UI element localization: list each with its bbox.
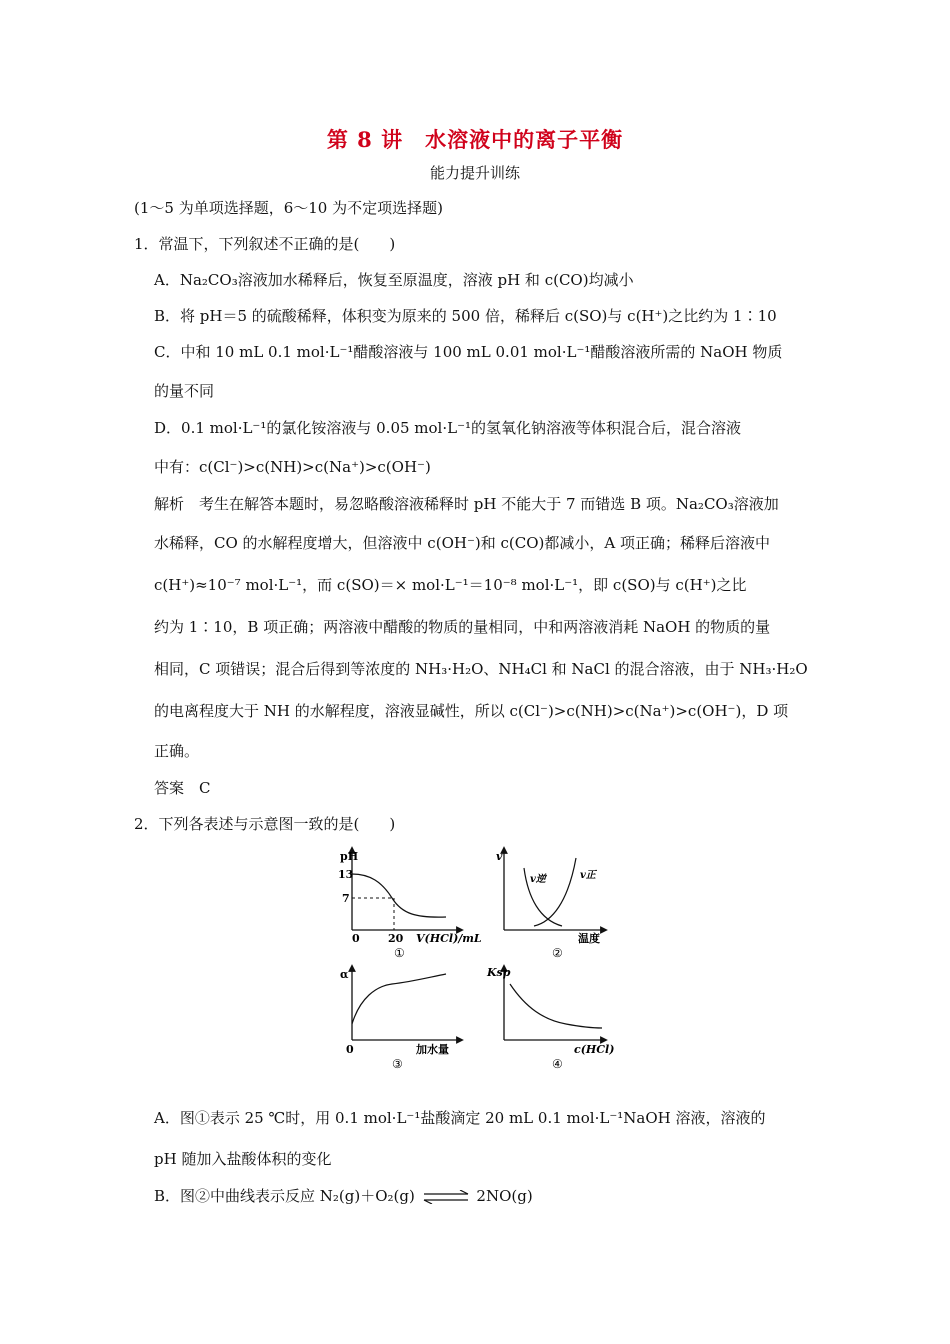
figure-1 (338, 850, 482, 960)
fig1-ylabel: pH (340, 850, 359, 863)
q1-option-d-cont: 中有：c(Cl⁻)>c(NH)>c(Na⁺)>c(OH⁻) (154, 458, 431, 476)
q2-option-b-product: 2NO(g) (476, 1187, 533, 1205)
curve-v-forward (534, 858, 576, 926)
fig3-number: ③ (392, 1057, 403, 1071)
fig1-tick-7: 7 (342, 892, 350, 905)
q2-option-a-cont: pH 随加入盐酸体积的变化 (154, 1150, 332, 1168)
fig3-tick-0: 0 (346, 1043, 354, 1056)
alpha-curve (352, 974, 446, 1024)
q1-option-b: B．将 pH＝5 的硫酸稀释，体积变为原来的 500 倍，稀释后 c(SO)与 c(H⁺)之比约为 1∶10 (154, 307, 777, 325)
fig1-number: ① (394, 946, 405, 960)
q1-option-c: C．中和 10 mL 0.1 mol·L⁻¹醋酸溶液与 100 mL 0.01 mol·L⁻¹醋酸溶液所需的 NaOH 物质 (154, 343, 783, 361)
q1-stem: 1．常温下，下列叙述不正确的是( ) (134, 235, 396, 253)
analysis-line: 解析 考生在解答本题时，易忽略酸溶液稀释时 pH 不能大于 7 而错选 B 项。Na₂CO₃溶液加 (154, 495, 779, 513)
figure-4 (486, 966, 614, 1071)
ph-curve (352, 874, 446, 917)
fig1-tick-20: 20 (388, 932, 404, 945)
fig1-tick-0: 0 (352, 932, 360, 945)
reversible-arrow-icon (422, 1190, 470, 1204)
figure-3 (340, 968, 460, 1071)
figure-group (330, 838, 620, 1078)
page-subtitle: 能力提升训练 (429, 164, 520, 182)
fig2-xlabel: 温度 (578, 932, 600, 945)
analysis-line: 相同，C 项错误；混合后得到等浓度的 NH₃·H₂O、NH₄Cl 和 NaCl 的混合溶液，由于 NH₃·H₂O (154, 660, 808, 678)
q2-stem: 2．下列各表述与示意图一致的是( ) (134, 815, 396, 833)
analysis-line: 约为 1∶10，B 项正确；两溶液中醋酸的物质的量相同，中和两溶液消耗 NaOH 的物质的量 (154, 618, 771, 636)
analysis-line: 水稀释，CO 的水解程度增大，但溶液中 c(OH⁻)和 c(CO)都减小，A 项正确；稀释后溶液中 (154, 534, 770, 552)
q2-option-b (154, 1186, 533, 1206)
fig2-curve2-label: v正 (580, 870, 596, 881)
fig2-curve1-label: v逆 (530, 874, 546, 885)
answer: 答案 C (154, 779, 211, 797)
fig1-tick-13: 13 (338, 868, 354, 881)
fig3-ylabel: α (340, 968, 349, 981)
analysis-line: 的电离程度大于 NH 的水解程度，溶液显碱性，所以 c(Cl⁻)>c(NH)>c(Na⁺)>c(OH⁻)，D 项 (154, 702, 789, 720)
analysis-line: c(H⁺)≈10⁻⁷ mol·L⁻¹，而 c(SO)＝× mol·L⁻¹＝10⁻⁸ mol·L⁻¹，即 c(SO)与 c(H⁺)之比 (154, 576, 747, 594)
figure-2 (496, 850, 604, 960)
q1-option-c-cont: 的量不同 (154, 382, 215, 400)
fig2-ylabel: v (496, 850, 503, 863)
q1-option-d: D．0.1 mol·L⁻¹的氯化铵溶液与 0.05 mol·L⁻¹的氢氧化钠溶液等体积混合后，混合溶液 (154, 419, 742, 437)
fig4-ylabel: Ksp (487, 966, 511, 979)
fig2-number: ② (552, 946, 563, 960)
fig4-number: ④ (552, 1057, 563, 1071)
fig1-xlabel: V(HCl)/mL (416, 932, 482, 945)
schematic-figures (330, 838, 620, 1078)
fig4-xlabel: c(HCl) (574, 1043, 615, 1056)
analysis-line: 正确。 (154, 742, 200, 760)
ksp-curve (510, 984, 602, 1028)
instruction: (1～5 为单项选择题，6～10 为不定项选择题) (134, 199, 443, 217)
q2-option-a: A．图①表示 25 ℃时，用 0.1 mol·L⁻¹盐酸滴定 20 mL 0.1 mol·L⁻¹NaOH 溶液，溶液的 (154, 1109, 766, 1127)
fig3-xlabel: 加水量 (416, 1043, 449, 1056)
page-title: 第 8 讲 水溶液中的离子平衡 (326, 127, 624, 152)
q1-option-a: A．Na₂CO₃溶液加水稀释后，恢复至原温度，溶液 pH 和 c(CO)均减小 (154, 271, 634, 289)
q2-option-b-text: B．图②中曲线表示反应 N₂(g)＋O₂(g) (154, 1187, 415, 1205)
